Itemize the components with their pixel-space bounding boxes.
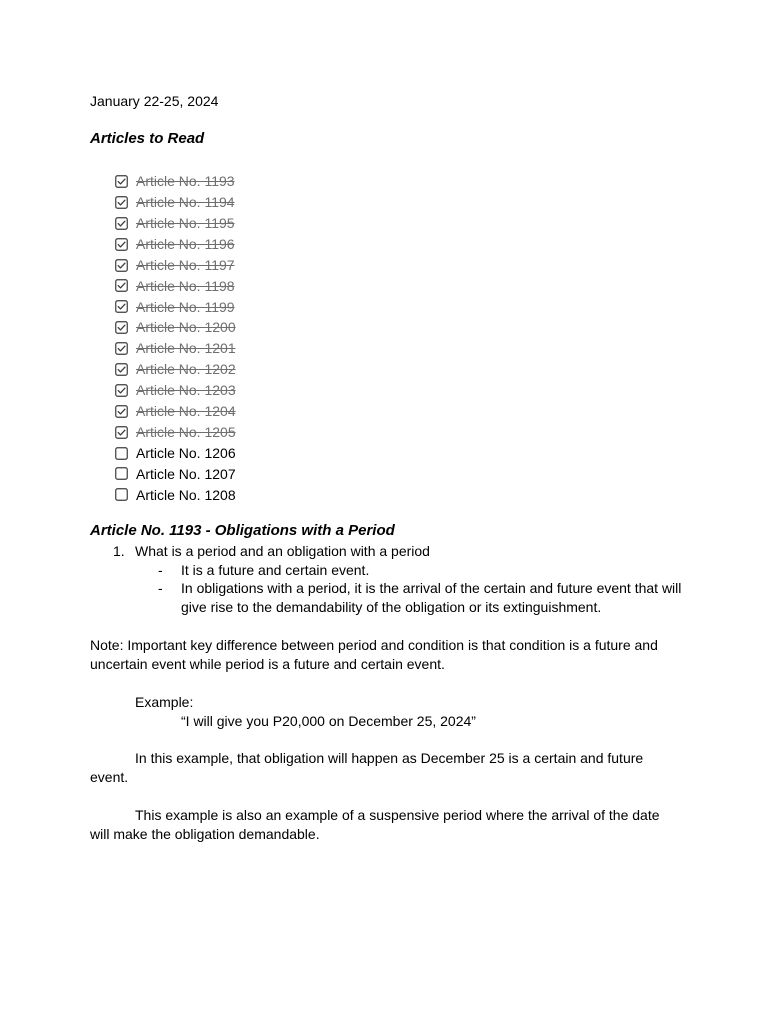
checked-checkbox-icon[interactable] (115, 384, 128, 397)
checklist-item (115, 171, 236, 192)
answer-item (90, 579, 682, 616)
checked-checkbox-icon[interactable] (115, 321, 128, 334)
unchecked-checkbox-icon[interactable] (115, 467, 128, 480)
checklist-item (115, 255, 236, 276)
checked-checkbox-icon[interactable] (115, 196, 128, 209)
example-quote: “I will give you P20,000 on December 25, 2024” (181, 713, 476, 729)
checked-checkbox-icon[interactable] (115, 300, 128, 313)
checklist-item-label: Article No. 1202 (136, 361, 236, 378)
example-label: Example: (135, 694, 194, 710)
checked-checkbox-icon[interactable] (115, 363, 128, 376)
checked-checkbox-icon[interactable] (115, 238, 128, 251)
checklist-item (115, 401, 236, 422)
checklist-item (115, 380, 236, 401)
checklist-item (115, 234, 236, 255)
checklist-item-label: Article No. 1194 (136, 194, 235, 211)
answer-item (90, 561, 682, 580)
checklist-item-label: Article No. 1198 (136, 277, 235, 294)
checklist-item (115, 463, 236, 484)
note-paragraph: Note: Important key difference between period and condition is that condition is a future and uncertain event while period is a future and certain event. (90, 637, 658, 672)
checked-checkbox-icon[interactable] (115, 259, 128, 272)
checked-checkbox-icon[interactable] (115, 175, 128, 188)
checklist-item-label: Article No. 1200 (136, 319, 236, 336)
question-text: What is a period and an obligation with a period (135, 543, 430, 559)
checklist-item (115, 422, 236, 443)
checklist-item-label: Article No. 1205 (136, 423, 236, 440)
checklist-item (115, 275, 236, 296)
answer-text: It is a future and certain event. (181, 561, 370, 578)
checklist-item (115, 359, 236, 380)
checklist-item (115, 338, 236, 359)
checklist-item-label: Article No. 1195 (136, 214, 235, 231)
checklist-item-label: Article No. 1196 (136, 235, 235, 252)
checklist-item-label: Article No. 1197 (136, 256, 235, 273)
explanation-paragraph: This example is also an example of a suspensive period where the arrival of the date will make the obligation demandable. (90, 807, 660, 842)
question-item (90, 542, 682, 561)
checklist-item-label: Article No. 1203 (136, 382, 236, 399)
document-date: January 22-25, 2024 (90, 93, 219, 109)
section-title: Article No. 1193 - Obligations with a Period (90, 522, 395, 539)
checklist-item (115, 296, 236, 317)
list-number: 1. (113, 543, 125, 559)
checklist-item-label: Article No. 1207 (136, 465, 236, 482)
answer-text: In obligations with a period, it is the arrival of the certain and future event that will give rise to the demandability of the obligation or its extinguishment. (181, 580, 682, 615)
explanation-paragraph: In this example, that obligation will happen as December 25 is a certain and future event. (90, 750, 644, 785)
dash-bullet: - (158, 580, 163, 596)
checklist-item-label: Article No. 1193 (136, 173, 235, 190)
unchecked-checkbox-icon[interactable] (115, 488, 128, 501)
checked-checkbox-icon[interactable] (115, 405, 128, 418)
articles-heading: Articles to Read (90, 130, 205, 147)
checklist-item (115, 443, 236, 464)
checklist-item-label: Article No. 1208 (136, 486, 236, 503)
checklist-item (115, 192, 236, 213)
checklist-item-label: Article No. 1204 (136, 402, 236, 419)
checklist-item-label: Article No. 1201 (136, 340, 236, 357)
numbered-list (90, 542, 682, 616)
checklist-item-label: Article No. 1199 (136, 298, 235, 315)
dash-bullet: - (158, 561, 163, 578)
checklist-item (115, 484, 236, 505)
unchecked-checkbox-icon[interactable] (115, 447, 128, 460)
checklist-item-label: Article No. 1206 (136, 444, 236, 461)
checklist-item (115, 317, 236, 338)
checklist-item (115, 213, 236, 234)
checked-checkbox-icon[interactable] (115, 217, 128, 230)
checked-checkbox-icon[interactable] (115, 279, 128, 292)
checked-checkbox-icon[interactable] (115, 426, 128, 439)
checked-checkbox-icon[interactable] (115, 342, 128, 355)
articles-checklist (115, 171, 236, 505)
